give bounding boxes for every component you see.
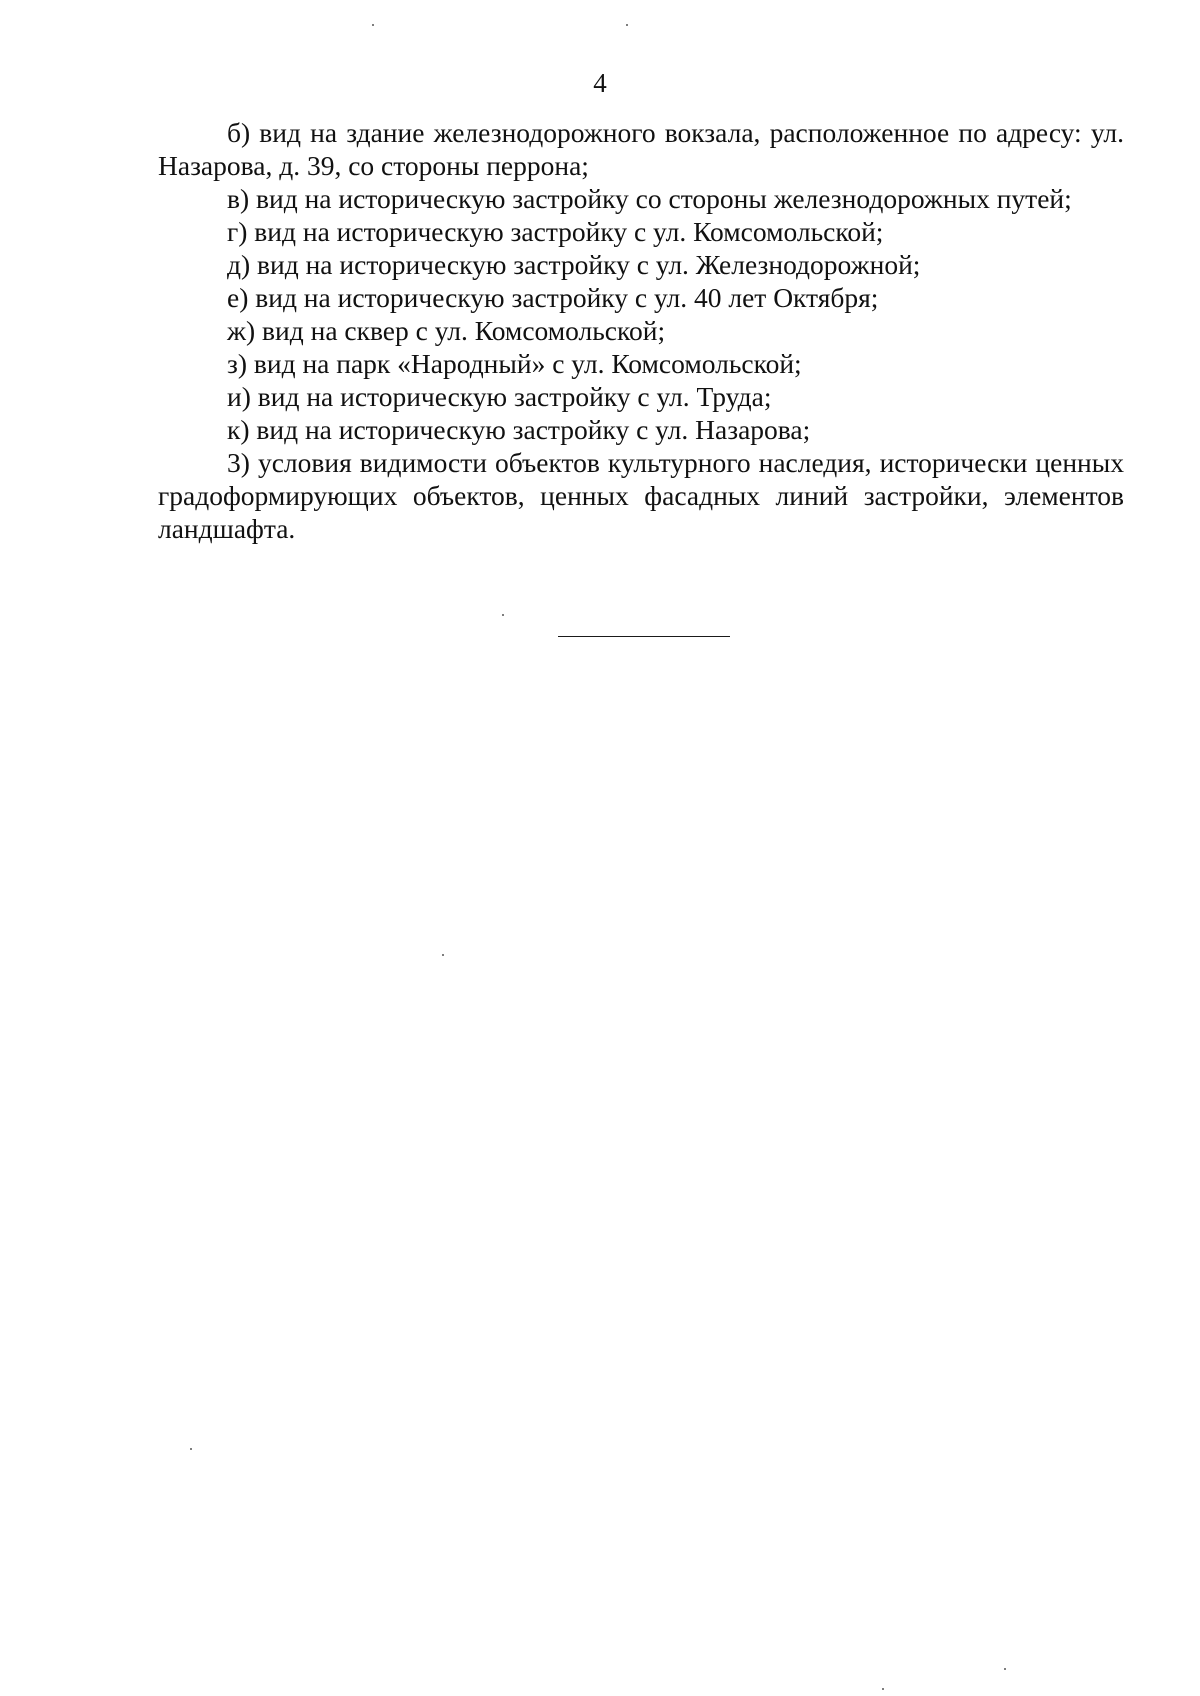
scan-speck [1004,1668,1006,1670]
paragraph-v: в) вид на историческую застройку со стороны железнодорожных путей; [227,183,1072,214]
paragraph-d: д) вид на историческую застройку с ул. Железнодорожной; [227,249,921,280]
paragraph-b: б) вид на здание железнодорожного вокзала, расположенное по адресу: ул. Назарова, д. 39, со стороны перрона; [158,117,1124,181]
paragraph-i: и) вид на историческую застройку с ул. Труда; [227,381,772,412]
scan-speck [372,24,374,26]
scan-speck [502,614,504,616]
page-number: 4 [593,68,607,98]
scan-speck [442,954,444,956]
paragraph-e: е) вид на историческую застройку с ул. 40 лет Октября; [227,282,879,313]
scan-speck [626,24,628,26]
end-of-document-rule [558,636,730,637]
paragraph-zh: ж) вид на сквер с ул. Комсомольской; [227,315,666,346]
paragraph-g: г) вид на историческую застройку с ул. Комсомольской; [227,216,884,247]
paragraph-3: 3) условия видимости объектов культурного наследия, исторически ценных градоформирующих объектов, ценных фасадных линий застройки, элементов ландшафта. [158,447,1124,544]
paragraph-k: к) вид на историческую застройку с ул. Назарова; [227,414,811,445]
scan-speck [190,1448,192,1450]
document-body [158,116,1124,545]
scan-speck [882,1688,884,1690]
paragraph-z: з) вид на парк «Народный» с ул. Комсомольской; [227,348,802,379]
